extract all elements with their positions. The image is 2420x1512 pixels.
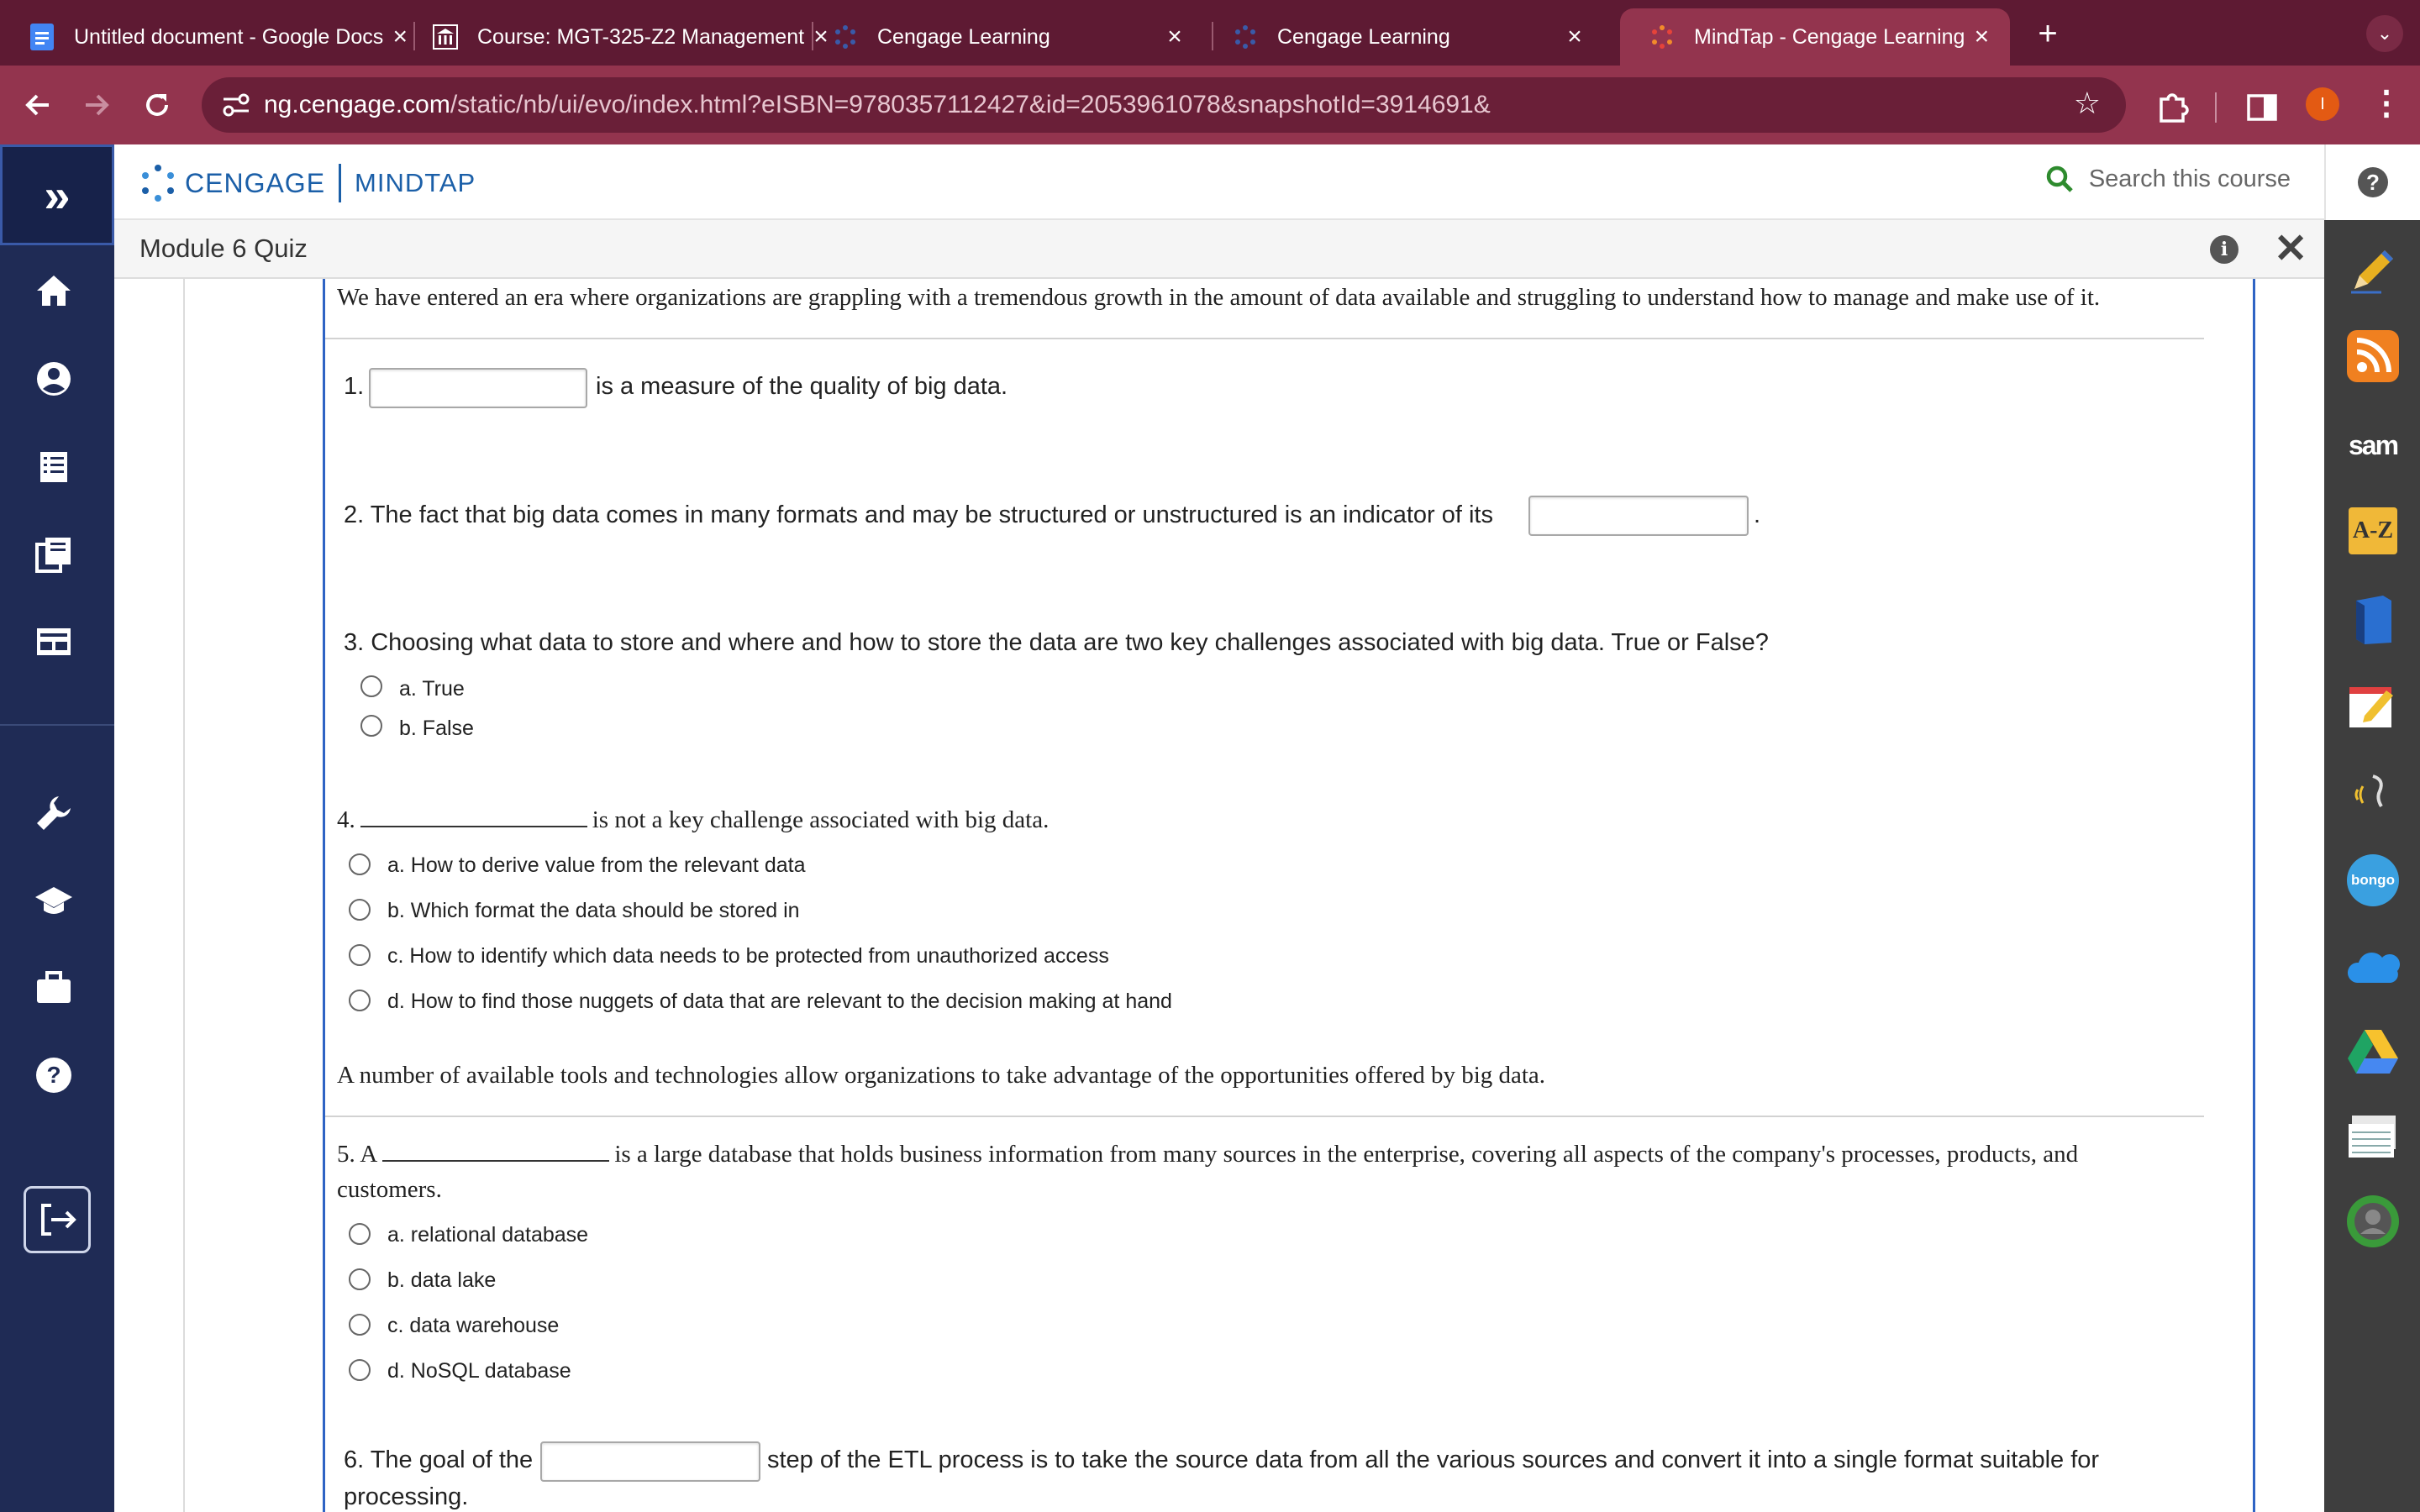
tab-google-docs[interactable] <box>0 8 408 66</box>
q1-number: 1. <box>344 373 365 400</box>
tab-title: Cengage Learning <box>1277 24 1450 49</box>
left-navigation <box>0 144 114 1512</box>
library-books-icon[interactable] <box>34 534 74 575</box>
gradebook-icon[interactable] <box>34 447 74 487</box>
q4-option-a-radio[interactable] <box>349 853 371 875</box>
content-gutter <box>183 279 185 1512</box>
q5-option-a-radio[interactable] <box>349 1223 371 1245</box>
a-z-icon[interactable] <box>2346 504 2400 558</box>
nav-divider <box>0 724 114 726</box>
url-text <box>264 91 1491 119</box>
rss-icon[interactable] <box>2346 329 2400 383</box>
logout-button[interactable] <box>24 1186 91 1253</box>
graduation-cap-icon[interactable] <box>34 880 74 921</box>
sam-icon[interactable]: sam <box>2348 429 2398 460</box>
tab-cengage-2[interactable] <box>1203 8 1603 66</box>
book-icon[interactable] <box>2346 593 2400 647</box>
q5-text-continued: customers. <box>337 1176 442 1203</box>
pencil-icon[interactable] <box>2346 244 2400 297</box>
activity-title-bar <box>114 220 2324 279</box>
tab-mindtap[interactable] <box>1620 8 2010 66</box>
wrench-tools-icon[interactable] <box>34 793 74 833</box>
svg-text:?: ? <box>46 1062 61 1088</box>
flashcards-icon[interactable] <box>2346 1110 2400 1164</box>
tab-close-icon[interactable]: × <box>1167 23 1182 50</box>
cengage-star-icon <box>832 24 859 50</box>
tab-title: Cengage Learning <box>877 24 1050 49</box>
q6-prefix: 6. The goal of the <box>344 1446 534 1473</box>
q4-option-b-radio[interactable] <box>349 899 371 921</box>
q4-option-c-radio[interactable] <box>349 944 371 966</box>
q4-option-c-label[interactable]: c. How to identify which data needs to be protected from unauthorized access <box>387 944 1109 968</box>
mindtap-star-icon <box>1649 24 1676 50</box>
tab-close-icon[interactable]: × <box>1974 23 1990 50</box>
bongo-icon[interactable] <box>2346 853 2400 907</box>
q5-stem <box>337 1141 2078 1168</box>
app-header <box>114 144 2324 220</box>
tab-course[interactable] <box>403 8 829 66</box>
account-icon[interactable] <box>34 359 74 399</box>
browser-toolbar <box>0 66 2420 144</box>
tab-title: MindTap - Cengage Learning <box>1694 24 1965 49</box>
tab-close-icon[interactable]: × <box>1567 23 1582 50</box>
course-building-icon <box>432 24 459 50</box>
product-name: MINDTAP <box>355 168 476 197</box>
q2-period: . <box>1754 501 1761 528</box>
q3-text: 3. Choosing what data to store and where and how to store the data are two key challenges associated with big data. True or False? <box>344 629 1769 656</box>
q3-option-a-label[interactable]: a. True <box>399 677 465 701</box>
tab-title: Course: MGT-325-Z2 Management <box>477 24 805 49</box>
a-z-label: A-Z <box>2349 507 2397 554</box>
q5-number: 5. A <box>337 1141 378 1168</box>
q2-answer-input[interactable] <box>1528 496 1749 536</box>
q4-text: is not a key challenge associated with big data. <box>592 806 1050 833</box>
q3-option-b-radio[interactable] <box>360 715 382 737</box>
section-divider <box>325 1116 2204 1117</box>
q4-option-a-label[interactable]: a. How to derive value from the relevant data <box>387 853 806 877</box>
quiz-content <box>114 279 2324 1512</box>
q5-blank-line <box>382 1145 609 1162</box>
logout-icon <box>26 1189 88 1251</box>
google-docs-icon <box>29 24 55 50</box>
q4-blank-line <box>360 811 587 827</box>
cengage-star-icon <box>1232 24 1259 50</box>
back-icon[interactable] <box>17 84 59 126</box>
q5-option-d-radio[interactable] <box>349 1359 371 1381</box>
q3-option-b-label[interactable]: b. False <box>399 717 474 740</box>
brand-name: CENGAGE <box>185 167 326 198</box>
google-drive-icon[interactable] <box>2346 1025 2400 1079</box>
q5-option-a-label[interactable]: a. relational database <box>387 1223 589 1247</box>
browser-menu-icon[interactable]: ⋮ <box>2370 85 2403 122</box>
bookmark-star-icon[interactable]: ☆ <box>2073 86 2101 120</box>
profile-avatar[interactable]: I <box>2306 87 2339 121</box>
expand-nav-icon[interactable]: » <box>0 144 114 245</box>
section-divider <box>325 338 2204 339</box>
q3-option-a-radio[interactable] <box>360 675 382 697</box>
browser-tab-strip <box>0 0 2420 66</box>
intro-paragraph: We have entered an era where organizations are grappling with a tremendous growth in the amount of data available and struggling to understand how to manage and make use of it. <box>337 284 2101 311</box>
tab-close-icon[interactable]: × <box>813 23 829 50</box>
q6-answer-input[interactable] <box>540 1441 760 1482</box>
q6-text-continued: processing. <box>344 1483 469 1510</box>
q4-stem <box>337 806 1049 834</box>
toolbar-divider <box>2215 92 2217 123</box>
logo-divider <box>339 164 341 202</box>
notes-icon[interactable] <box>2346 679 2400 732</box>
q6-text: step of the ETL process is to take the source data from all the various sources and convert it into a single format suitable for <box>767 1446 2100 1473</box>
q2-text: 2. The fact that big data comes in many formats and may be structured or unstructured is an indicator of its <box>344 501 1493 528</box>
url-host: ng.cengage.com <box>264 91 450 118</box>
q4-number: 4. <box>337 806 355 833</box>
new-tab-icon[interactable]: + <box>2038 15 2058 52</box>
search-icon <box>2045 165 2074 193</box>
q5-text: is a large database that holds business information from many sources in the enterprise, covering all aspects of the company's processes, products, and <box>614 1141 2079 1168</box>
search-label: Search this course <box>2088 165 2291 192</box>
activity-title: Module 6 Quiz <box>139 234 308 263</box>
q1-answer-input[interactable] <box>369 368 587 408</box>
q5-option-b-radio[interactable] <box>349 1268 371 1290</box>
q4-option-d-label[interactable]: d. How to find those nuggets of data that are relevant to the decision making at hand <box>387 990 1172 1013</box>
tab-title: Untitled document - Google Docs <box>74 24 384 49</box>
home-icon[interactable] <box>34 270 74 311</box>
tab-cengage-1[interactable] <box>803 8 1203 66</box>
q5-option-b-label[interactable]: b. data lake <box>387 1268 497 1292</box>
close-activity-icon[interactable]: ✕ <box>2274 227 2308 271</box>
tab-close-icon[interactable]: × <box>392 23 408 50</box>
cengage-logo-icon <box>138 163 178 203</box>
readspeaker-icon[interactable] <box>2346 766 2400 820</box>
profile-circle-icon[interactable] <box>2346 1194 2400 1248</box>
intro-paragraph-2: A number of available tools and technologies allow organizations to take advantage of the opportunities offered by big data. <box>337 1062 1546 1089</box>
calendar-card-icon[interactable] <box>34 622 74 662</box>
course-search[interactable] <box>2045 165 2291 193</box>
cengage-mindtap-logo[interactable] <box>138 163 476 203</box>
url-path: /static/nb/ui/evo/index.html?eISBN=9780357112427&id=2053961078&snapshotId=3914691& <box>450 91 1491 118</box>
q1-text: is a measure of the quality of big data. <box>596 373 1008 400</box>
app-dock <box>2324 220 2420 1512</box>
side-panel-icon[interactable] <box>2244 89 2281 126</box>
q4-option-d-radio[interactable] <box>349 990 371 1011</box>
q5-option-c-radio[interactable] <box>349 1314 371 1336</box>
briefcase-icon[interactable] <box>34 968 74 1008</box>
onedrive-icon[interactable] <box>2346 939 2400 993</box>
reload-icon[interactable] <box>136 84 178 126</box>
site-settings-icon[interactable] <box>220 89 252 121</box>
help-circle-icon[interactable] <box>34 1055 74 1095</box>
q5-option-c-label[interactable]: c. data warehouse <box>387 1314 560 1337</box>
bongo-label: bongo <box>2347 854 2399 906</box>
info-icon[interactable]: i <box>2210 235 2238 264</box>
extensions-puzzle-icon[interactable] <box>2154 89 2191 126</box>
forward-icon[interactable] <box>76 84 118 126</box>
tab-search-chevron-icon[interactable]: ⌄ <box>2366 15 2403 52</box>
help-button[interactable] <box>2324 144 2420 220</box>
q4-option-b-label[interactable]: b. Which format the data should be stored in <box>387 899 800 922</box>
question-panel <box>323 279 2255 1512</box>
help-icon: ? <box>2358 167 2388 197</box>
q5-option-d-label[interactable]: d. NoSQL database <box>387 1359 571 1383</box>
address-bar[interactable] <box>202 77 2126 133</box>
